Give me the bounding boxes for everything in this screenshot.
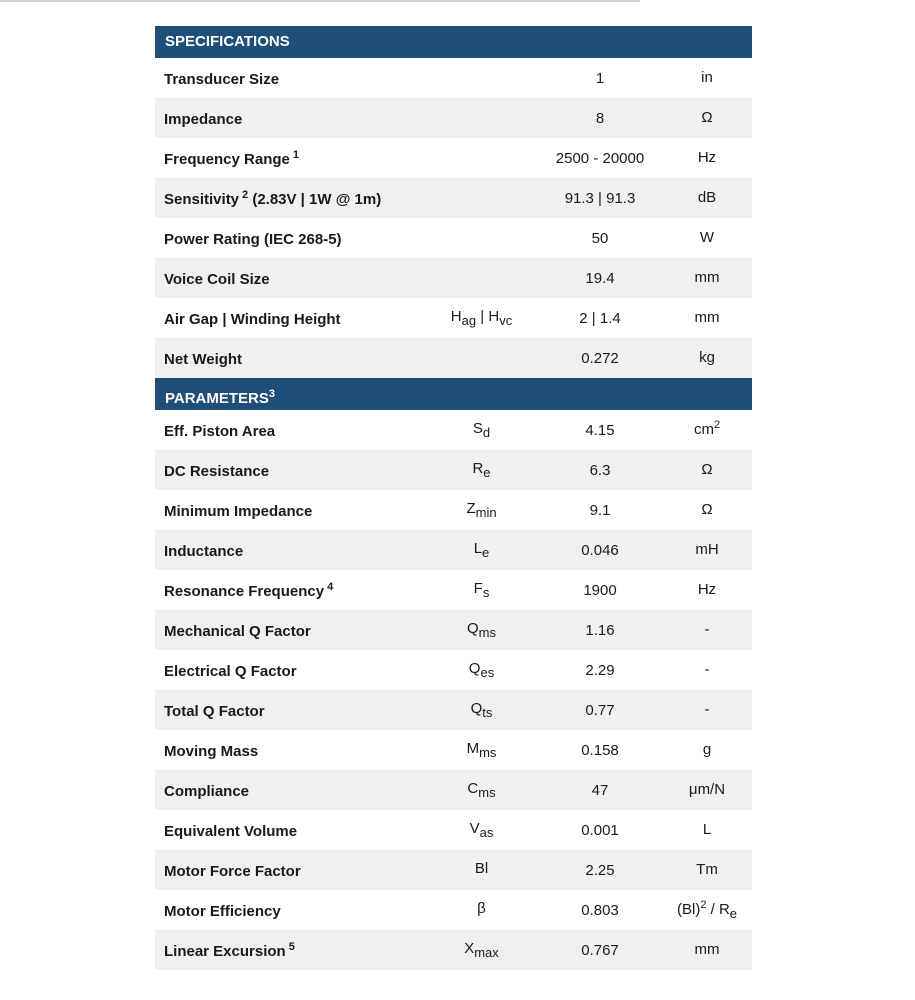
row-sup: 4 [327,580,334,593]
row-value: 0.158 [581,741,619,759]
row-value [538,190,662,207]
parameters-title: PARAMETERS [165,390,269,407]
row-sym: M [466,740,480,757]
row-label-suffix: (2.83V | 1W @ 1m) [248,190,382,208]
row-value [538,942,662,959]
row-unit: cm [693,421,714,438]
row-unit: μm/N [688,781,726,798]
row-sym: F [473,580,483,597]
row-sym: L [473,540,483,557]
row-label: Equivalent Volume [164,822,298,840]
row-label: Frequency Range [164,150,290,168]
row-unit: mm [694,269,720,286]
row-label: Power Rating (IEC 268-5) [164,230,342,248]
row-label [155,69,425,88]
row-unit [662,67,752,89]
row-unit: g [702,741,712,758]
row-sym-sub: ts [482,705,493,720]
row-unit [662,147,752,169]
table-row [155,450,752,490]
table-row [155,610,752,650]
row-label: DC Resistance [164,462,270,480]
row-unit [662,939,752,961]
row-symbol [425,540,538,560]
row-unit [662,187,752,209]
row-unit-tail: / R [706,901,730,918]
parameters-header [155,378,752,410]
row-sym2-sub: vc [499,313,513,328]
row-unit [662,739,752,761]
row-value [538,822,662,839]
row-sym-sub: max [474,945,499,960]
row-value: 50 [591,229,609,247]
row-label: Motor Efficiency [164,902,281,920]
row-sym-sub: e [483,465,491,480]
row-unit: Ω [701,501,713,518]
row-label [155,941,425,960]
row-unit [662,899,752,921]
row-label: Sensitivity [164,190,240,208]
row-label: Impedance [164,110,243,128]
row-label [155,349,425,368]
row-sup: 2 [242,188,249,201]
row-value [538,662,662,679]
row-value: 4.15 [585,421,615,439]
table-row [155,690,752,730]
specifications-header [155,26,752,58]
row-label [155,701,425,720]
row-unit [662,459,752,481]
row-unit: mm [694,309,720,326]
row-sym: Z [466,500,476,517]
row-label [155,621,425,640]
row-unit [662,819,752,841]
row-sym: β [477,900,486,917]
row-sym-sub: ag [461,313,477,328]
row-label [155,901,425,920]
row-unit: - [704,661,710,678]
row-label: Transducer Size [164,70,280,88]
row-unit: L [702,821,712,838]
table-row [155,890,752,930]
row-value [538,270,662,287]
row-sym: Bl [474,860,489,877]
table-row [155,58,752,98]
row-sym-sub: as [479,825,494,840]
row-label [155,461,425,480]
row-value [538,702,662,719]
row-symbol [425,780,538,800]
row-unit [662,499,752,521]
row-label: Mechanical Q Factor [164,622,311,640]
table-row [155,258,752,298]
row-unit: (Bl) [676,901,701,918]
row-value [538,782,662,799]
row-label: Moving Mass [164,742,259,760]
row-value [538,862,662,879]
row-sym: Q [468,660,481,677]
spec-table [155,26,752,970]
row-value: 0.001 [581,821,619,839]
row-value: 0.77 [585,701,615,719]
row-label [155,421,425,440]
row-value [538,582,662,599]
row-value: 47 [591,781,609,799]
row-unit [662,619,752,641]
row-label: Minimum Impedance [164,502,313,520]
specifications-title: SPECIFICATIONS [165,33,290,50]
table-row [155,530,752,570]
row-label [155,821,425,840]
row-value: 1 [595,69,605,87]
row-value: 0.803 [581,901,619,919]
row-unit [662,699,752,721]
top-divider [0,0,640,2]
row-label [155,269,425,288]
row-sym-sub: s [482,585,490,600]
row-unit: - [704,701,710,718]
row-value [538,110,662,127]
row-sym-sub: ms [479,745,497,760]
row-unit [662,307,752,329]
row-unit [662,659,752,681]
table-row [155,218,752,258]
row-value [538,542,662,559]
row-unit: Ω [701,109,713,126]
row-unit: Ω [701,461,713,478]
table-row [155,570,752,610]
row-unit: Tm [696,861,718,878]
row-value: 2 | 1.4 [579,309,621,327]
row-sym-sub: d [482,425,491,440]
row-symbol [425,940,538,960]
row-sym-sub: es [480,665,495,680]
row-label: Voice Coil Size [164,270,270,288]
row-label: Eff. Piston Area [164,422,276,440]
row-label: Linear Excursion [164,942,286,960]
row-unit: dB [697,189,717,206]
row-unit-sup: 2 [700,899,707,911]
table-row [155,338,752,378]
table-row [155,650,752,690]
table-row [155,298,752,338]
row-value [538,902,662,919]
row-value: 2500 - 20000 [555,149,645,167]
row-value: 91.3 | 91.3 [564,189,636,207]
row-label: Resonance Frequency [164,582,325,600]
row-unit-sup: 2 [713,419,721,431]
row-symbol [425,620,538,640]
table-row [155,930,752,970]
row-symbol [425,740,538,760]
row-symbol [425,420,538,440]
row-sym: V [469,820,480,837]
row-label: Electrical Q Factor [164,662,297,680]
row-unit: kg [699,349,715,366]
row-unit [662,419,752,441]
row-value: 8 [595,109,605,127]
row-label [155,229,425,248]
row-symbol [425,500,538,520]
parameters-rows [155,410,752,970]
row-unit: mm [694,941,720,958]
table-row [155,490,752,530]
row-value [538,742,662,759]
row-label [155,581,425,600]
table-row [155,98,752,138]
row-label: Net Weight [164,350,243,368]
row-value: 2.29 [585,661,615,679]
row-label: Inductance [164,542,244,560]
row-sym: H [450,308,462,325]
row-symbol [425,308,538,328]
row-value: 1900 [583,581,617,599]
row-value: 1.16 [585,621,615,639]
row-symbol [425,860,538,880]
row-label [155,109,425,128]
row-value [538,230,662,247]
row-unit: - [704,621,710,638]
row-value: 0.767 [581,941,619,959]
row-value [538,150,662,167]
row-sup: 1 [292,148,299,161]
row-sym2: | H [476,308,500,325]
row-value [538,502,662,519]
table-row [155,770,752,810]
row-unit: W [699,229,715,246]
row-sup: 5 [288,940,295,953]
row-value: 6.3 [589,461,611,479]
row-label: Total Q Factor [164,702,265,720]
row-unit [662,267,752,289]
row-sym-sub: min [475,505,497,520]
row-label [155,541,425,560]
row-sym: C [467,780,479,797]
row-value [538,462,662,479]
row-label [155,501,425,520]
row-label [155,149,425,168]
row-symbol [425,820,538,840]
row-unit [662,227,752,249]
row-label [155,309,425,328]
table-row [155,730,752,770]
row-unit [662,579,752,601]
row-label: Air Gap | Winding Height [164,310,341,328]
row-label: Compliance [164,782,250,800]
row-sym: Q [470,700,483,717]
table-row [155,850,752,890]
table-row [155,410,752,450]
row-sym: X [464,940,475,957]
table-row [155,178,752,218]
row-value: 19.4 [585,269,615,287]
row-symbol [425,580,538,600]
row-value: 9.1 [589,501,611,519]
row-unit: mH [695,541,719,558]
parameters-footnote: 3 [268,388,276,400]
row-unit [662,539,752,561]
row-unit [662,859,752,881]
row-value [538,70,662,87]
row-value: 2.25 [585,861,615,879]
row-value [538,350,662,367]
row-value [538,422,662,439]
row-label [155,661,425,680]
row-unit [662,779,752,801]
row-unit [662,347,752,369]
specifications-rows [155,58,752,378]
row-label [155,189,425,208]
row-value [538,310,662,327]
row-label [155,741,425,760]
row-unit: Hz [697,149,717,166]
row-sym-sub: e [482,545,490,560]
row-label [155,861,425,880]
row-symbol [425,700,538,720]
row-label [155,781,425,800]
row-unit-sub: e [729,906,738,921]
row-sym: R [472,460,484,477]
row-sym: S [472,420,483,437]
row-symbol [425,900,538,920]
row-sym-sub: ms [478,785,496,800]
row-value [538,622,662,639]
row-unit [662,107,752,129]
table-row [155,810,752,850]
row-sym-sub: ms [478,625,496,640]
row-symbol [425,460,538,480]
table-row [155,138,752,178]
row-label: Motor Force Factor [164,862,301,880]
row-unit: in [701,69,713,86]
row-sym: Q [466,620,479,637]
row-value: 0.272 [581,349,619,367]
row-value: 0.046 [581,541,619,559]
row-symbol [425,660,538,680]
row-unit: Hz [697,581,717,598]
